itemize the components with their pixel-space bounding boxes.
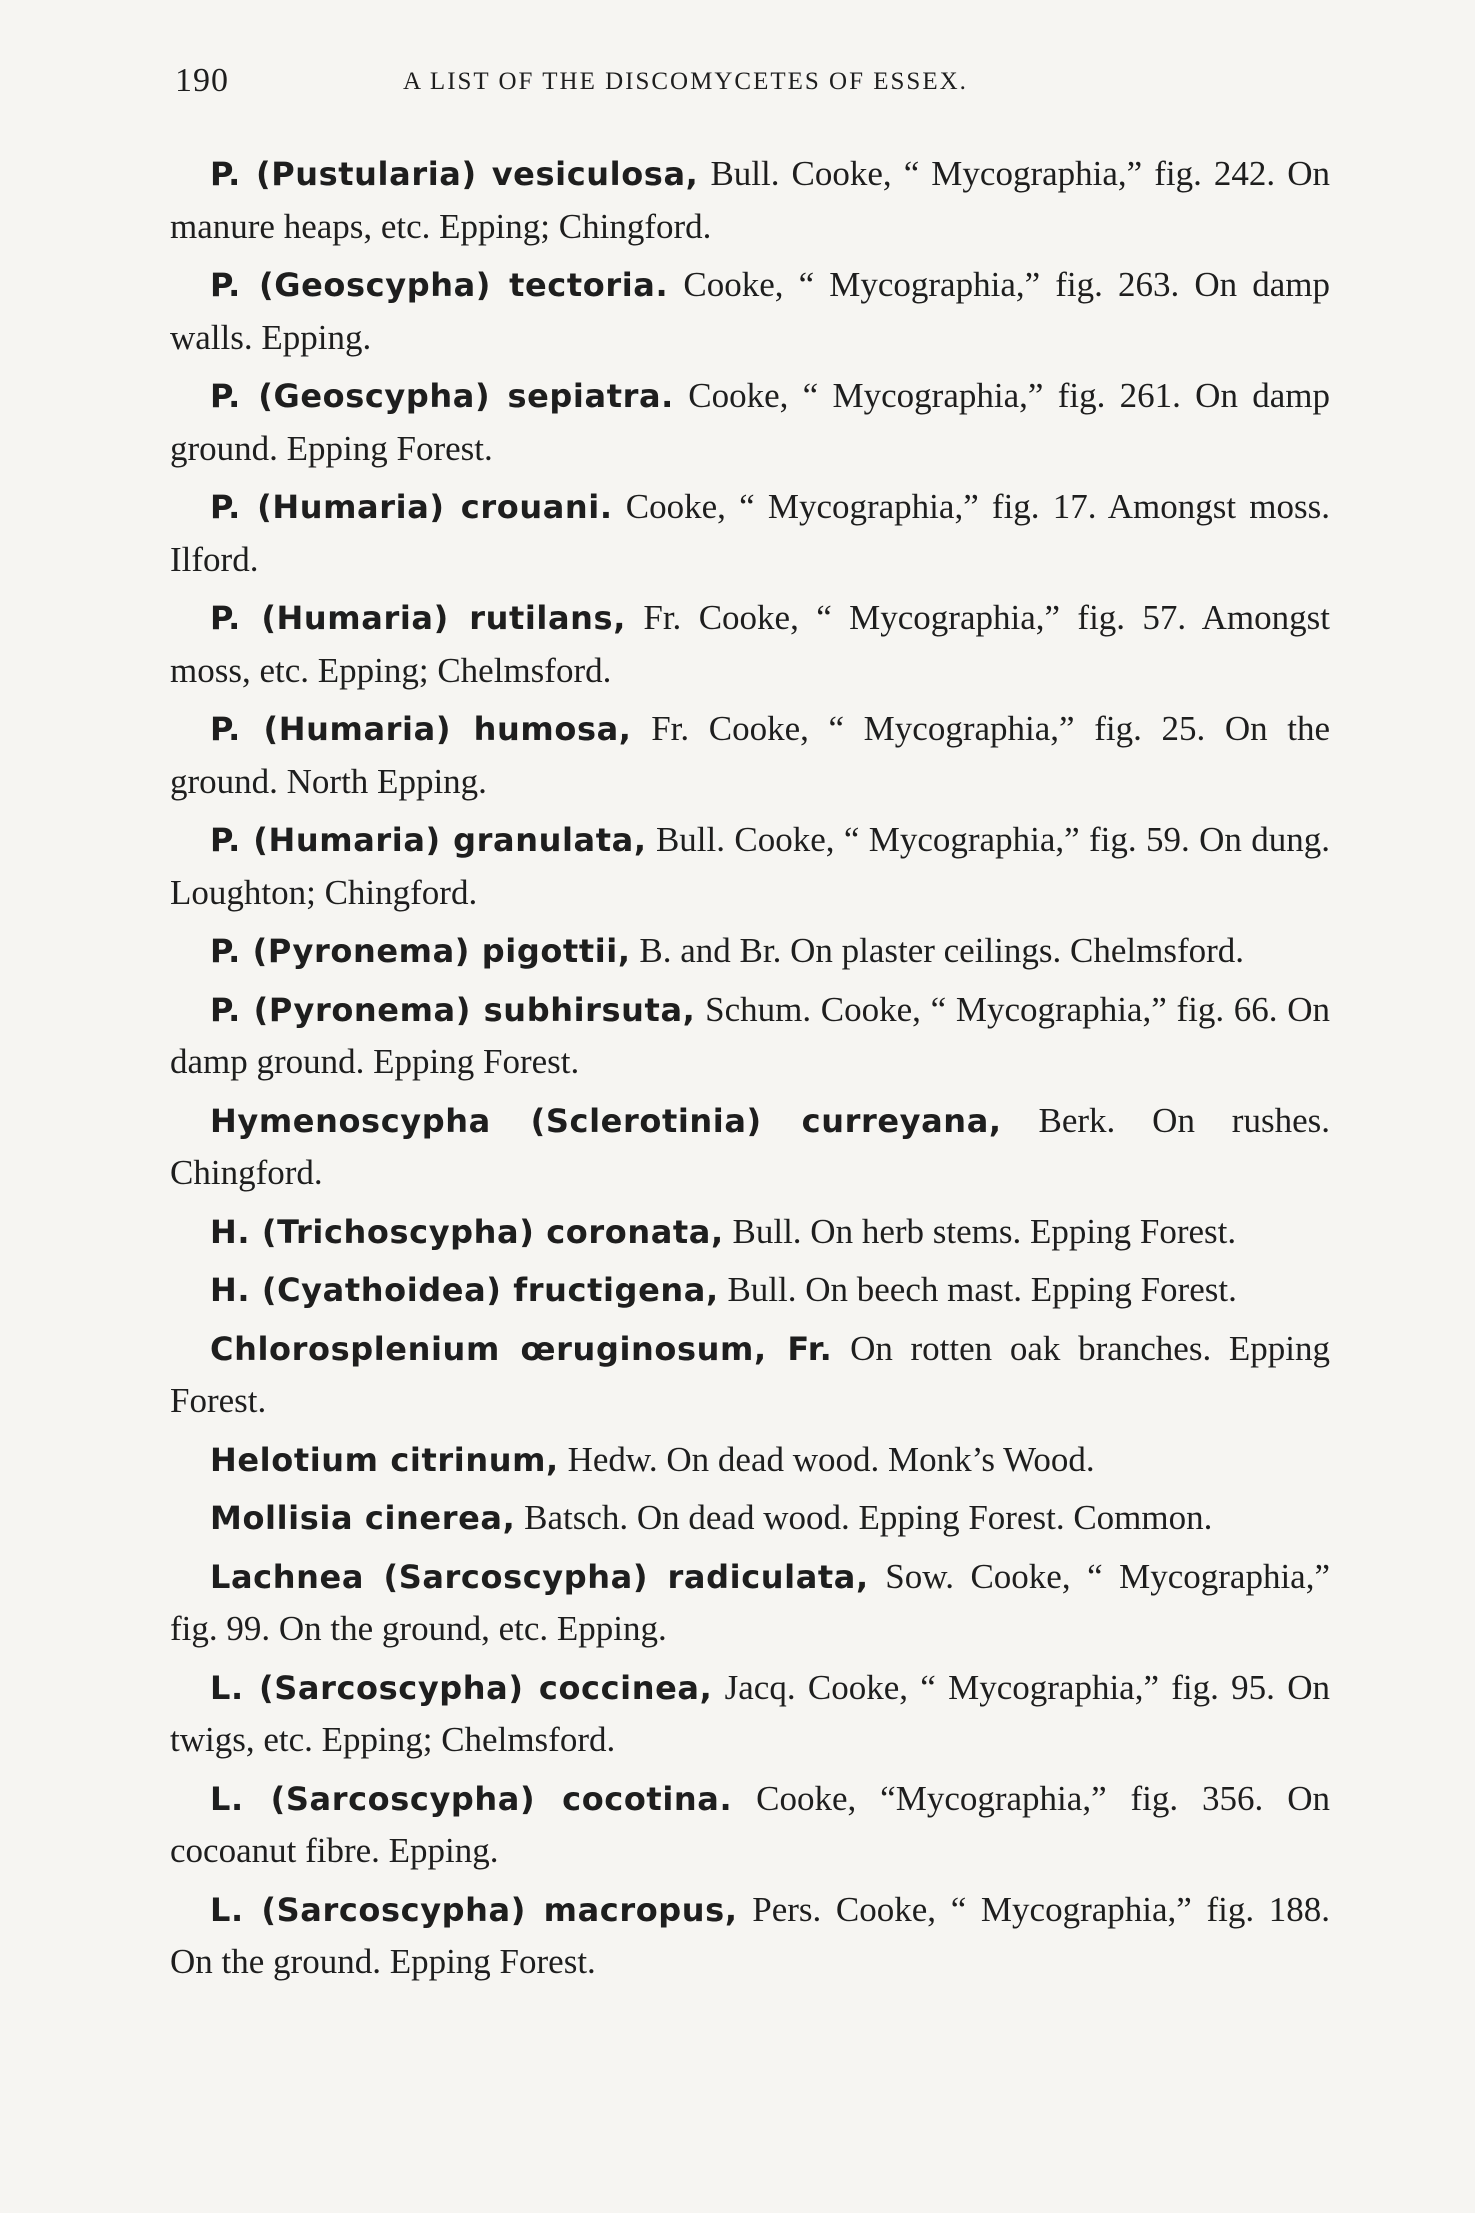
page-number: 190 xyxy=(175,62,229,99)
species-name: P. (Humaria) granulata, xyxy=(210,821,647,859)
species-entry xyxy=(170,148,1330,253)
species-name: P. (Pyronema) subhirsuta, xyxy=(210,990,696,1029)
species-entry xyxy=(170,481,1330,586)
species-name: L. (Sarcoscypha) cocotina. xyxy=(210,1779,733,1818)
species-name: H. (Trichoscypha) coronata, xyxy=(210,1212,724,1251)
species-details: Schum. Cooke, “ Mycographia,” fig. 66. On damp ground. Epping Forest. xyxy=(170,989,1330,1081)
species-entry xyxy=(170,1434,1330,1487)
species-name: Chlorosplenium œruginosum, Fr. xyxy=(210,1329,833,1368)
species-entry xyxy=(170,1662,1330,1767)
species-entry xyxy=(170,259,1330,364)
species-details: Jacq. Cooke, “ Mycographia,” fig. 95. On twigs, etc. Epping; Chelmsford. xyxy=(170,1667,1330,1759)
species-details: Hedw. On dead wood. Monk’s Wood. xyxy=(558,1439,1095,1479)
species-list xyxy=(170,148,1330,1995)
species-name: P. (Humaria) humosa, xyxy=(210,710,632,748)
species-name: P. (Humaria) rutilans, xyxy=(210,599,626,637)
species-details: Cooke, “ Mycographia,” fig. 263. On damp walls. Epping. xyxy=(170,265,1330,357)
species-name: P. (Pyronema) pigottii, xyxy=(210,932,631,970)
species-entry xyxy=(170,703,1330,808)
species-details: Fr. Cooke, “ Mycographia,” fig. 57. Amongst moss, etc. Epping; Chelmsford. xyxy=(170,598,1330,690)
species-entry xyxy=(170,1551,1330,1656)
species-entry xyxy=(170,925,1330,978)
species-entry xyxy=(170,1095,1330,1200)
species-details: Batsch. On dead wood. Epping Forest. Common. xyxy=(515,1498,1213,1537)
species-entry xyxy=(170,1492,1330,1545)
species-entry xyxy=(170,1884,1330,1989)
species-details: Cooke, “Mycographia,” fig. 356. On cocoanut fibre. Epping. xyxy=(170,1778,1330,1870)
species-details: Bull. Cooke, “ Mycographia,” fig. 59. On dung. Loughton; Chingford. xyxy=(170,820,1330,912)
species-entry xyxy=(170,814,1330,919)
species-entry xyxy=(170,984,1330,1089)
species-name: P. (Geoscypha) tectoria. xyxy=(210,266,669,304)
species-entry xyxy=(170,592,1330,697)
species-details: On rotten oak branches. Epping Forest. xyxy=(170,1328,1330,1420)
species-details: Berk. On rushes. Chingford. xyxy=(170,1100,1330,1192)
species-name: P. (Pustularia) vesiculosa, xyxy=(210,155,699,193)
species-name: L. (Sarcoscypha) coccinea, xyxy=(210,1668,713,1707)
species-details: Cooke, “ Mycographia,” fig. 261. On damp ground. Epping Forest. xyxy=(170,376,1331,468)
species-details: Bull. On herb stems. Epping Forest. xyxy=(723,1211,1237,1251)
species-details: Bull. Cooke, “ Mycographia,” fig. 242. On manure heaps, etc. Epping; Chingford. xyxy=(170,154,1330,246)
species-details: Cooke, “ Mycographia,” fig. 17. Amongst moss. Ilford. xyxy=(170,487,1330,579)
species-name: H. (Cyathoidea) fructigena, xyxy=(210,1271,719,1309)
species-name: P. (Humaria) crouani. xyxy=(210,488,613,526)
species-name: Mollisia cinerea, xyxy=(210,1499,516,1537)
species-name: P. (Geoscypha) sepiatra. xyxy=(210,377,674,415)
species-entry xyxy=(170,1206,1330,1259)
species-details: B. and Br. On plaster ceilings. Chelmsford. xyxy=(630,931,1245,970)
species-details: Sow. Cooke, “ Mycographia,” fig. 99. On the ground, etc. Epping. xyxy=(170,1556,1330,1648)
species-entry xyxy=(170,1773,1330,1878)
species-name: Lachnea (Sarcoscypha) radiculata, xyxy=(210,1557,869,1596)
running-title: A LIST OF THE DISCOMYCETES OF ESSEX. xyxy=(403,68,968,95)
species-name: Hymenoscypha (Sclerotinia) curreyana, xyxy=(210,1101,1002,1140)
species-details: Bull. On beech mast. Epping Forest. xyxy=(718,1270,1237,1309)
species-entry xyxy=(170,1264,1330,1317)
running-head xyxy=(175,62,1325,102)
species-entry xyxy=(170,1323,1330,1428)
species-entry xyxy=(170,370,1330,475)
species-details: Pers. Cooke, “ Mycographia,” fig. 188. On the ground. Epping Forest. xyxy=(170,1889,1330,1981)
species-name: L. (Sarcoscypha) macropus, xyxy=(210,1890,738,1929)
species-details: Fr. Cooke, “ Mycographia,” fig. 25. On the ground. North Epping. xyxy=(170,709,1331,801)
species-name: Helotium citrinum, xyxy=(210,1440,559,1479)
